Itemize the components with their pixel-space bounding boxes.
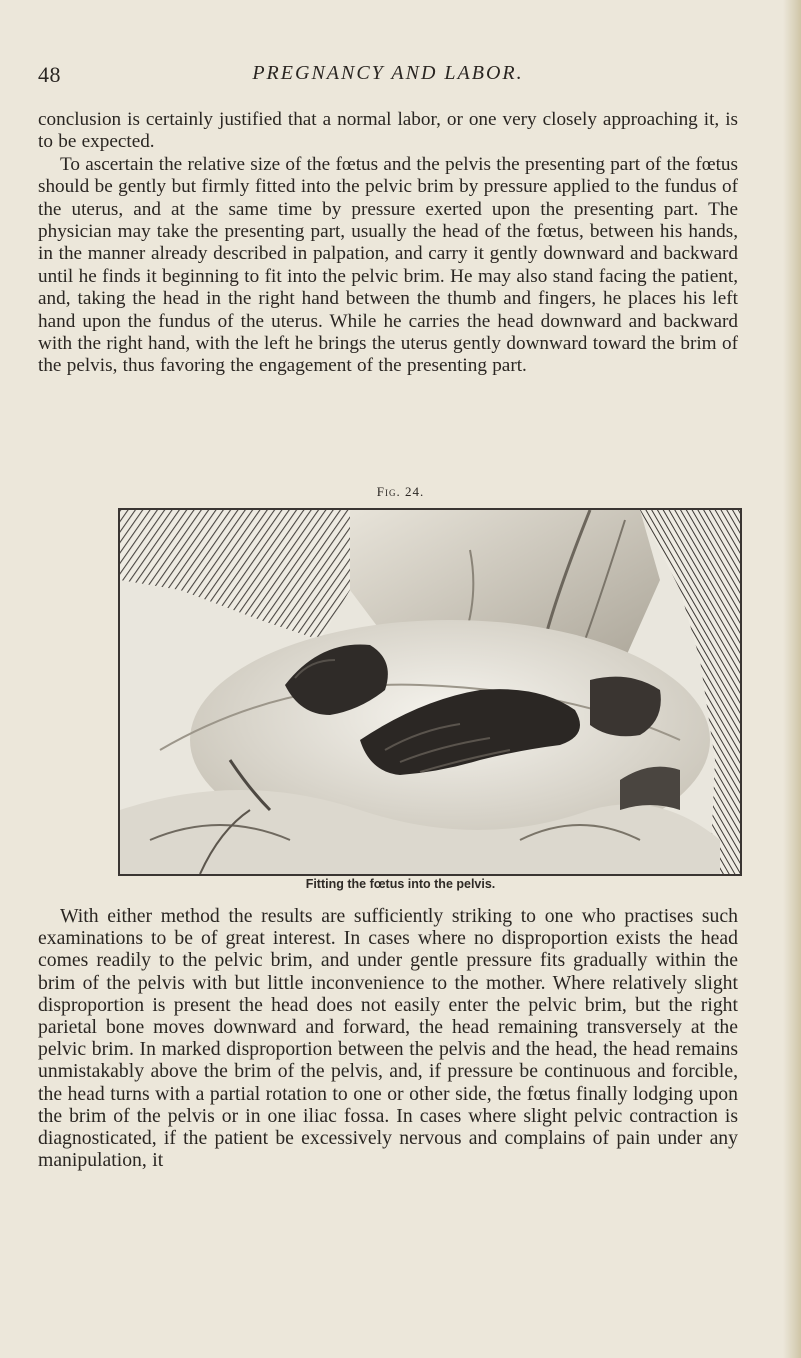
page-header	[38, 62, 738, 92]
page-number: 48	[38, 62, 61, 87]
paragraph: To ascertain the relative size of the fœtus and the pelvis the presenting part of the fœtus should be gently but firmly fitted into the pelvic brim by pressure applied to the fundus of the uterus, and at the same time by pressure exerted upon the presenting part. The physician may take the presenting part, usually the head of the fœtus, between his hands, in the manner already described in palpation, and carry it gently downward and backward until he finds it beginning to fit into the pelvic brim. He may also stand facing the patient, and, taking the head in the right hand between the thumb and fingers, he places his left hand upon the fundus of the uterus. While he carries the head downward and backward with the right hand, with the left he brings the uterus gently downward toward the brim of the pelvis, thus favoring the engagement of the presenting part.	[38, 153, 738, 377]
paragraph: With either method the results are sufficiently striking to one who practises such examinations to be of great interest. In cases where no disproportion exists the head comes readily to the pelvic brim, and under gentle pressure fits gradually within the brim of the pelvis with but little inconvenience to the mother. Where relatively slight disproportion is present the head does not easily enter the pelvic brim, but the right parietal bone moves downward and forward, the head remaining transversely at the pelvic brim. In marked disproportion between the pelvis and the head, the head remains unmistakably above the brim of the pelvis, and, if pressure be continuous and forcible, the head turns with a partial rotation to one or other side, the fœtus finally lodging upon the brim of the pelvis or in one iliac fossa. In cases where slight pelvic contraction is diagnosticated, if the patient be excessively nervous and complains of pain under any manipulation, it	[38, 905, 738, 1172]
paragraph: conclusion is certainly justified that a normal labor, or one very closely approaching it, is to be expected.	[38, 109, 738, 153]
figure-label: Fig. 24.	[376, 484, 425, 499]
figure-illustration	[118, 508, 742, 876]
text-before-figure	[38, 109, 738, 378]
text-after-figure	[38, 905, 738, 1171]
running-title: PREGNANCY AND LABOR.	[252, 62, 524, 84]
figure-caption: Fitting the fœtus into the pelvis.	[305, 877, 496, 891]
page-edge-shadow	[783, 0, 801, 1358]
fitting-foetus-illustration	[120, 510, 740, 874]
